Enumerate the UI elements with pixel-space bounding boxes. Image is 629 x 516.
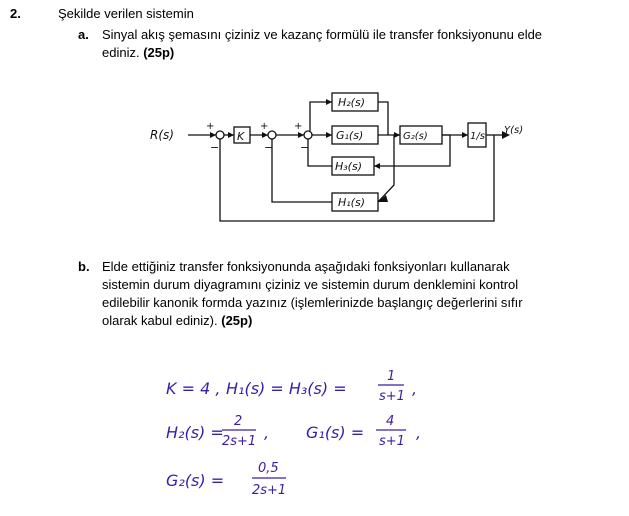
part-a-line2 — [102, 44, 542, 62]
hw-g1: G₁(s) = — [306, 423, 365, 442]
hw-sp1-a: s+1 — [379, 389, 405, 404]
question-title: Şekilde verilen sistemin — [58, 6, 194, 21]
integrator-label: 1/s — [470, 131, 485, 142]
hw-half: 0,5 — [258, 461, 279, 476]
question-number: 2. — [10, 6, 21, 21]
hw-sp1-b: s+1 — [379, 434, 405, 449]
hw-h1h3: H₁(s) = H₃(s) = — [226, 379, 347, 398]
hw-comma-2: , — [264, 423, 270, 442]
h2-label: H₂(s) — [338, 96, 365, 109]
sign-minus-1: − — [210, 141, 220, 154]
part-b-points: (25p) — [221, 313, 253, 328]
part-b-line4-text: olarak kabul ediniz). — [102, 313, 222, 328]
g1-label: G₁(s) — [336, 129, 364, 142]
output-label: Y(s) — [504, 125, 524, 136]
part-a-points: (25p) — [143, 45, 175, 60]
part-a-line2-text: ediniz. — [102, 45, 144, 60]
hw-comma-1: , — [412, 379, 418, 398]
part-b-line1: Elde ettiğiniz transfer fonksiyonunda aşağıdaki fonksiyonları kullanarak — [102, 259, 510, 274]
h3-label: H₃(s) — [335, 160, 362, 173]
gain-label: K — [237, 130, 245, 143]
part-b-line2: sistemin durum diyagramını çiziniz ve sistemin durum denklemini kontrol — [102, 277, 519, 292]
summing-junction-2 — [268, 131, 276, 139]
sign-plus-3: + — [294, 121, 303, 132]
hw-four: 4 — [386, 414, 395, 429]
input-label: R(s) — [150, 128, 174, 142]
part-b-line3: edilebilir kanonik formda yazınız (işlemlerinizde başlangıç değerlerini sıfır — [102, 295, 523, 310]
handwritten-values — [160, 360, 490, 510]
h1-label: H₁(s) — [338, 196, 365, 209]
g2-label: G₂(s) — [403, 131, 428, 142]
part-a-text — [102, 26, 542, 62]
part-b-label: b. — [78, 259, 90, 274]
sign-plus-1: + — [206, 121, 215, 132]
part-a-label: a. — [78, 27, 89, 42]
hw-one: 1 — [387, 369, 396, 384]
sign-minus-3: − — [300, 141, 310, 154]
sign-plus-2: + — [260, 121, 269, 132]
part-b-text — [102, 258, 523, 330]
hw-2sp1-b: 2s+1 — [252, 483, 287, 498]
hw-comma-3: , — [416, 423, 422, 442]
sign-minus-2: − — [264, 141, 274, 154]
summing-junction-1 — [216, 131, 224, 139]
summing-junction-3 — [304, 131, 312, 139]
hw-g2: G₂(s) = — [166, 471, 225, 490]
part-a-line1: Sinyal akış şemasını çiziniz ve kazanç formülü ile transfer fonksiyonunu elde — [102, 27, 543, 42]
part-b-line4 — [102, 312, 523, 330]
hw-k: K = 4 , — [166, 379, 221, 398]
hw-2sp1: 2s+1 — [222, 434, 257, 449]
block-diagram — [150, 85, 530, 225]
hw-h2: H₂(s) = — [166, 423, 224, 442]
hw-two: 2 — [234, 414, 243, 429]
